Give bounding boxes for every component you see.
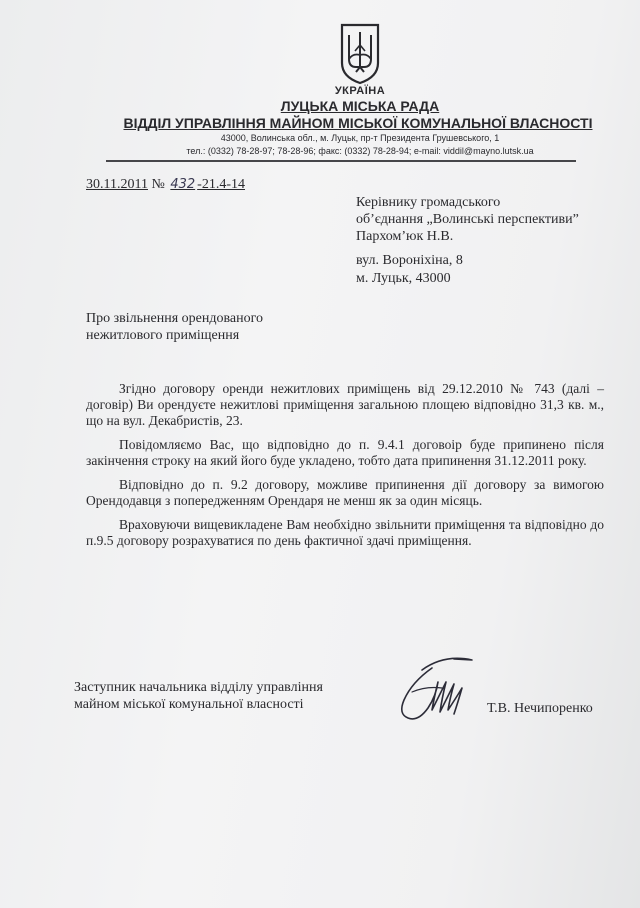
reference-number-field [168,177,245,192]
recipient-city: м. Луцьк, 43000 [356,271,451,286]
handwritten-signature [392,652,476,724]
body-paragraph-1: Згідно договору оренди нежитлових приміщень від 29.12.2010 № 743 (далі – договір) Ви орендуєте нежитлові приміщення загальною площею відповідно 31,3 кв. м., що на вул. Декабристів, 23. [86,381,604,428]
letterhead-divider [106,160,576,162]
recipient-street: вул. Вороніхіна, 8 [356,253,463,268]
reference-number-suffix: -21.4-14 [197,177,245,192]
recipient-line-3: Пархом’юк Н.В. [356,229,454,244]
letterhead-country: УКРАЇНА [334,85,386,97]
signatory-title-line-1: Заступник начальника відділу управління [74,680,323,695]
outgoing-reference [86,177,245,193]
recipient-line-2: об’єднання „Волинські перспективи” [356,212,579,227]
body-paragraph-4: Враховуючи вищевикладене Вам необхідно звільнити приміщення та відповідно до п.9.5 договору розрахуватися по день фактичної здачі приміщення. [86,517,604,548]
trident-emblem-icon [339,23,381,85]
reference-date: 30.11.2011 [86,177,148,192]
signatory-name: Т.В. Нечипоренко [487,701,593,716]
reference-number-handwritten: 432 [170,177,196,192]
signatory-title-line-2: майном міської комунальної власності [74,697,304,712]
letterhead-address: 43000, Волинська обл., м. Луцьк, пр-т Президента Грушевського, 1 [220,133,500,143]
subject-line-1: Про звільнення орендованого [86,311,263,326]
letterhead-department: ВІДДІЛ УПРАВЛІННЯ МАЙНОМ МІСЬКОЇ КОМУНАЛЬНОЇ ВЛАСНОСТІ [123,115,593,131]
body-paragraph-2: Повідомляємо Вас, що відповідно до п. 9.4.1 договоір буде припинено після закінчення строку на який його буде укладено, тобто дата припинення 31.12.2011 року. [86,437,604,468]
body-paragraph-3: Відповідно до п. 9.2 договору, можливе припинення дії договору за вимогою Орендодавця з попередженням Орендаря не менш як за один місяць. [86,477,604,508]
reference-number-sign: № [151,177,165,192]
recipient-line-1: Керівнику громадського [356,195,501,210]
letterhead-contacts: тел.: (0332) 78-28-97; 78-28-96; факс: (0332) 78-28-94; e-mail: viddil@mayno.lutsk.ua [186,146,534,156]
letter-body [86,381,604,557]
subject-line-2: нежитлового приміщення [86,328,240,343]
letterhead-council: ЛУЦЬКА МІСЬКА РАДА [280,98,440,114]
